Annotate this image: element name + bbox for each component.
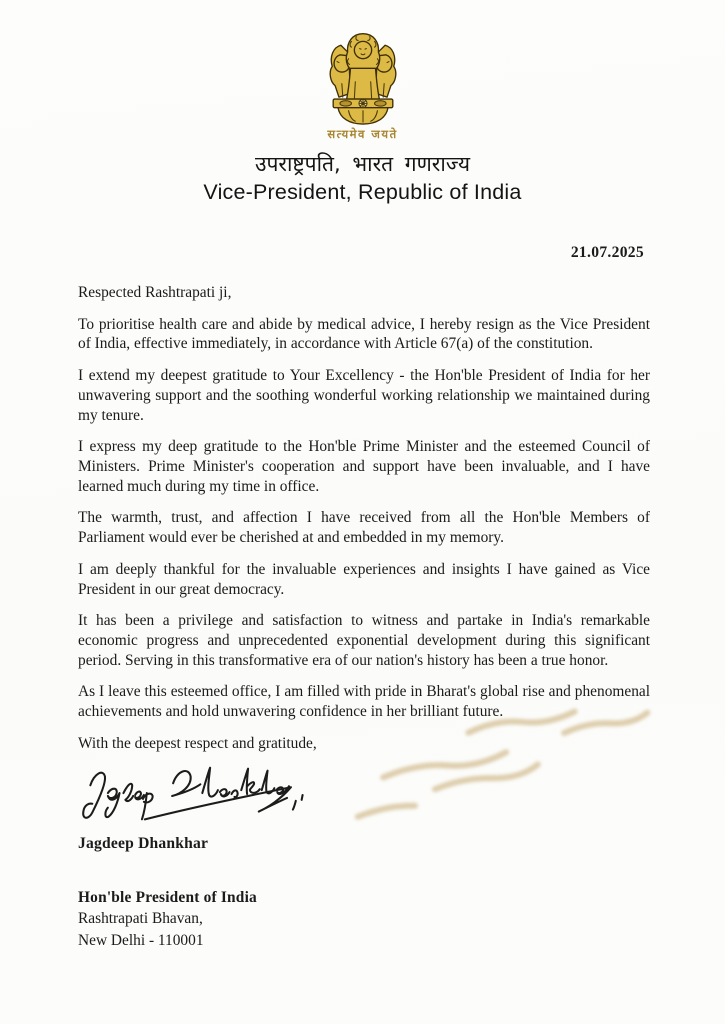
paragraph-privilege: It has been a privilege and satisfaction to witness and partake in India's remarkable economic progress and unprecedented exponential development during this significant period. Serving in this transformative era of our nation's history has been a true honor.: [78, 612, 650, 669]
letterhead: [0, 26, 725, 205]
letter-body: [78, 243, 650, 952]
recipient-name: Hon'ble President of India: [78, 888, 257, 906]
handwritten-signature-icon: [78, 758, 313, 832]
office-title-hindi: उपराष्ट्रपति, भारत गणराज्य: [254, 152, 471, 176]
recipient-address-block: [78, 887, 650, 953]
paragraph-pride: As I leave this esteemed office, I am filled with pride in Bharat's global rise and phenomenal achievements and hold unwavering confidence in her brilliant future.: [78, 683, 650, 721]
ashoka-lion-capital-emblem-icon: [319, 26, 407, 126]
emblem-motto: सत्यमेव जयते: [327, 127, 398, 141]
paragraph-gratitude-president: I extend my deepest gratitude to Your Excellency - the Hon'ble President of India for her unwavering support and the soothing wonderful working relationship we maintained during my tenure.: [78, 367, 650, 424]
signatory-name: Jagdeep Dhankhar: [78, 834, 209, 852]
salutation: Respected Rashtrapati ji,: [78, 283, 232, 301]
paragraph-gratitude-pm: I express my deep gratitude to the Hon'ble Prime Minister and the esteemed Council of Ministers. Prime Minister's cooperation and support have been invaluable, and I have learned much during my time in office.: [78, 438, 650, 495]
recipient-address-line2: New Delhi - 110001: [78, 932, 204, 950]
office-title-english: Vice-President, Republic of India: [203, 180, 522, 204]
paragraph-resignation: To prioritise health care and abide by medical advice, I hereby resign as the Vice President of India, effective immediately, in accordance with Article 67(a) of the constitution.: [78, 315, 650, 353]
closing-line: With the deepest respect and gratitude,: [78, 734, 317, 752]
letter-date: 21.07.2025: [570, 244, 644, 261]
signature-block: [78, 758, 650, 832]
recipient-address-line1: Rashtrapati Bhavan,: [78, 910, 203, 928]
paragraph-thankful: I am deeply thankful for the invaluable experiences and insights I have gained as Vice President in our great democracy.: [78, 560, 650, 598]
paragraph-parliament: The warmth, trust, and affection I have received from all the Hon'ble Members of Parliament would ever be cherished at and embedded in my memory.: [78, 509, 650, 547]
emblem-wrap: [0, 26, 725, 126]
